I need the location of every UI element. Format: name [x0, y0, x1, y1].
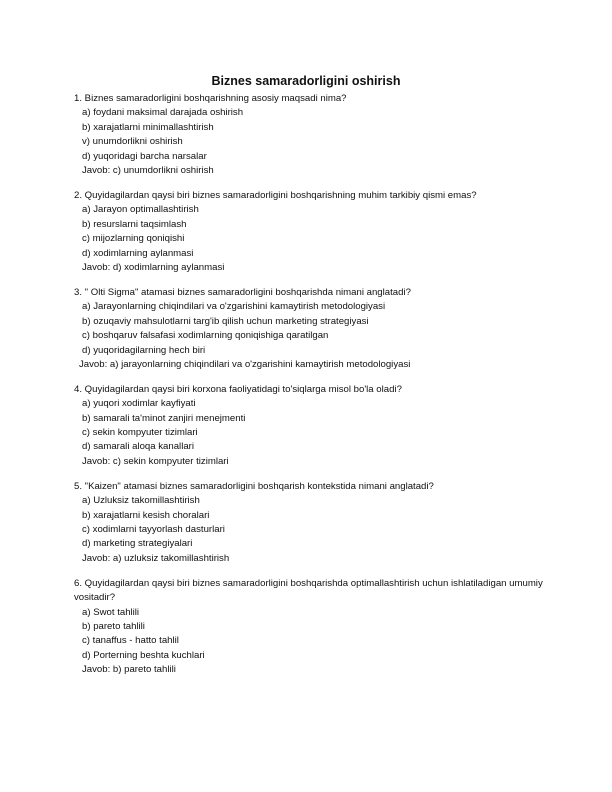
answer-key: Javob: c) unumdorlikni oshirish — [82, 165, 214, 177]
answer-option: c) sekin kompyuter tizimlari — [82, 427, 198, 439]
answer-option: a) Swot tahlili — [82, 606, 140, 618]
answer-option: c) boshqaruv falsafasi xodimlarning qoniqishiga qaratilgan — [82, 330, 329, 342]
answer-option: b) ozuqaviy mahsulotlarni targ'ib qilish uchun marketing strategiyasi — [82, 315, 369, 327]
answer-key: Javob: a) jarayonlarning chiqindilari va o'zgarishini kamaytirish metodologiyasi — [79, 358, 411, 370]
question-text: 3. " Olti Sigma" atamasi biznes samaradorligini boshqarishda nimani anglatadi? — [74, 286, 411, 298]
answer-option: d) xodimlarning aylanmasi — [82, 247, 194, 259]
answer-key: Javob: b) pareto tahlili — [82, 664, 176, 676]
question-6 — [74, 577, 544, 678]
question-list — [74, 92, 544, 688]
question-text: 2. Quyidagilardan qaysi biri biznes samaradorligini boshqarishning muhim tarkibiy qismi emas? — [74, 189, 477, 201]
answer-option: a) foydani maksimal darajada oshirish — [82, 107, 244, 119]
answer-option: d) Porterning beshta kuchlari — [82, 649, 205, 661]
answer-option: b) pareto tahlili — [82, 620, 145, 632]
question-text: 5. "Kaizen" atamasi biznes samaradorligini boshqarish kontekstida nimani anglatadi? — [74, 480, 434, 492]
answer-option: c) xodimlarni tayyorlash dasturlari — [82, 523, 225, 535]
answer-key: Javob: a) uzluksiz takomillashtirish — [82, 552, 230, 564]
answer-option: b) resurslarni taqsimlash — [82, 218, 187, 230]
answer-option: a) Uzluksiz takomillashtirish — [82, 495, 200, 507]
question-text: 1. Biznes samaradorligini boshqarishning asosiy maqsadi nima? — [74, 93, 347, 104]
question-3 — [74, 286, 544, 372]
question-5 — [74, 480, 544, 566]
answer-option: d) yuqoridagi barcha narsalar — [82, 150, 207, 162]
answer-option: d) marketing strategiyalari — [82, 538, 193, 550]
question-text: 4. Quyidagilardan qaysi biri korxona faoliyatidagi to'siqlarga misol bo'la oladi? — [74, 383, 402, 395]
answer-option: d) yuqoridagilarning hech biri — [82, 344, 206, 356]
answer-option: a) Jarayon optimallashtirish — [82, 204, 199, 216]
question-1 — [74, 92, 544, 178]
answer-option: v) unumdorlikni oshirish — [82, 136, 183, 148]
answer-option: b) samarali ta'minot zanjiri menejmenti — [82, 412, 246, 424]
question-4 — [74, 383, 544, 469]
answer-option: c) mijozlarning qoniqishi — [82, 233, 185, 245]
answer-option: a) Jarayonlarning chiqindilari va o'zgarishini kamaytirish metodologiyasi — [82, 301, 386, 313]
answer-option: b) xarajatlarni kesish choralari — [82, 509, 210, 521]
question-text: 6. Quyidagilardan qaysi biri biznes samaradorligini boshqarishda optimallashtirish uchun ishlatiladigan umumiy vositadir? — [74, 577, 543, 604]
answer-key: Javob: c) sekin kompyuter tizimlari — [82, 455, 229, 467]
answer-option: c) tanaffus - hatto tahlil — [82, 635, 179, 647]
answer-option: b) xarajatlarni minimallashtirish — [82, 121, 214, 133]
answer-option: d) samarali aloqa kanallari — [82, 441, 194, 453]
answer-option: a) yuqori xodimlar kayfiyati — [82, 398, 196, 410]
answer-key: Javob: d) xodimlarning aylanmasi — [82, 261, 225, 273]
question-2 — [74, 189, 544, 275]
document-title: Biznes samaradorligini oshirish — [211, 74, 401, 88]
